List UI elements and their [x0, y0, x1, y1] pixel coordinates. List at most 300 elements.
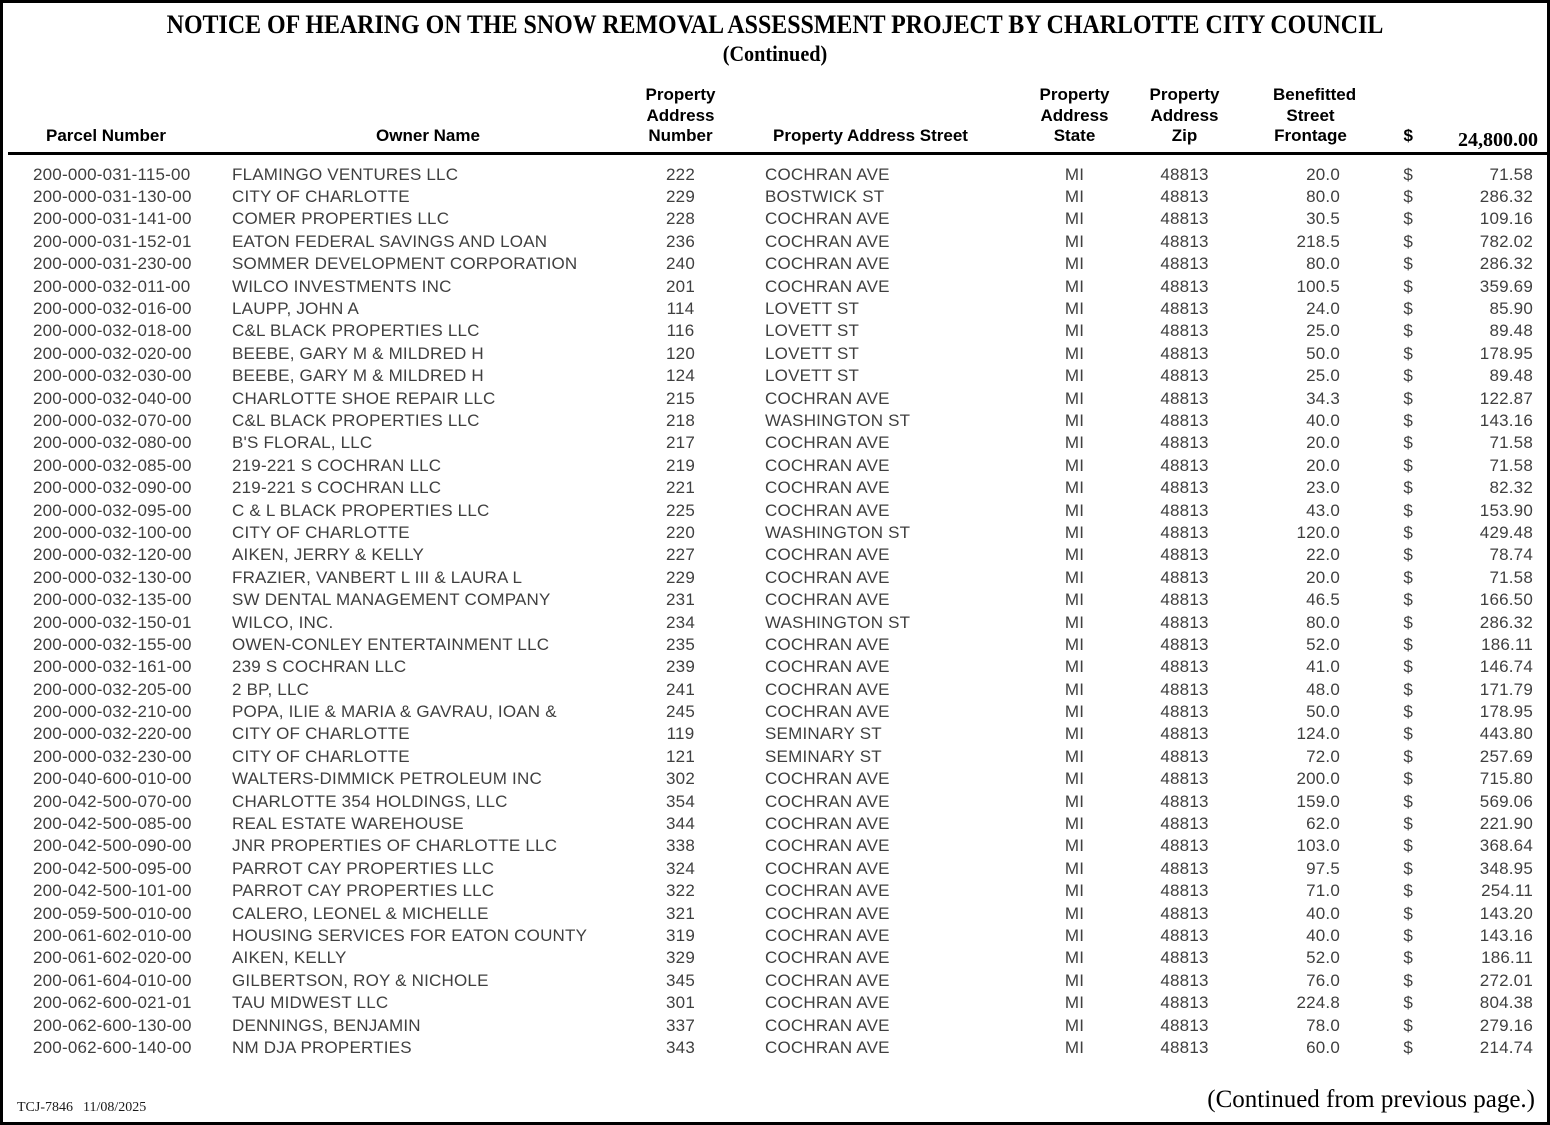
table-row [8, 387, 1548, 409]
owner-name-cell: JNR PROPERTIES OF CHARLOTTE LLC [232, 836, 558, 856]
zip-cell: 48813 [1160, 209, 1209, 229]
zip-cell: 48813 [1160, 970, 1209, 990]
street-cell: COCHRAN AVE [765, 500, 890, 520]
page-title: NOTICE OF HEARING ON THE SNOW REMOVAL ASSESSMENT PROJECT BY CHARLOTTE CITY COUNCIL [166, 10, 1384, 39]
owner-name-cell: PARROT CAY PROPERTIES LLC [232, 858, 495, 878]
zip-cell: 48813 [1160, 164, 1209, 184]
street-cell: SEMINARY ST [765, 724, 882, 744]
address-number-cell: 116 [666, 321, 695, 341]
parcel-number-cell: 200-000-032-018-00 [33, 321, 192, 341]
parcel-number-cell: 200-000-032-135-00 [33, 590, 192, 610]
zip-cell: 48813 [1160, 769, 1209, 789]
frontage-cell: 20.0 [1306, 455, 1340, 475]
zip-cell: 48813 [1160, 657, 1209, 677]
address-number-cell: 220 [666, 522, 695, 542]
zip-cell: 48813 [1160, 881, 1209, 901]
street-cell: COCHRAN AVE [765, 634, 890, 654]
owner-name-cell: C&L BLACK PROPERTIES LLC [232, 321, 480, 341]
col-header-property-address-state: Property Address State [1013, 81, 1136, 154]
state-cell: MI [1064, 925, 1085, 945]
street-cell: LOVETT ST [765, 299, 860, 319]
dollar-sign-cell: $ [1403, 925, 1413, 945]
parcel-number-cell: 200-000-032-080-00 [33, 433, 192, 453]
amount-cell: 146.74 [1479, 657, 1533, 677]
parcel-number-cell: 200-000-032-030-00 [33, 366, 192, 386]
address-number-cell: 215 [666, 388, 695, 408]
owner-name-cell: FRAZIER, VANBERT L III & LAURA L [232, 567, 523, 587]
col-header-dollar-sign: $ [1348, 81, 1421, 154]
address-number-cell: 218 [666, 410, 695, 430]
amount-cell: 286.32 [1479, 187, 1533, 207]
state-cell: MI [1064, 769, 1085, 789]
owner-name-cell: CITY OF CHARLOTTE [232, 724, 410, 744]
address-number-cell: 337 [666, 1015, 695, 1035]
zip-cell: 48813 [1160, 455, 1209, 475]
owner-name-cell: NM DJA PROPERTIES [232, 1037, 412, 1057]
street-cell: COCHRAN AVE [765, 702, 890, 722]
amount-cell: 254.11 [1481, 881, 1533, 901]
amount-cell: 85.90 [1489, 299, 1533, 319]
frontage-cell: 22.0 [1306, 545, 1340, 565]
zip-cell: 48813 [1160, 679, 1209, 699]
frontage-cell: 200.0 [1296, 769, 1340, 789]
frontage-cell: 46.5 [1306, 590, 1340, 610]
table-row [8, 902, 1548, 924]
dollar-sign-cell: $ [1403, 455, 1413, 475]
zip-cell: 48813 [1160, 836, 1209, 856]
zip-cell: 48813 [1160, 366, 1209, 386]
address-number-cell: 321 [666, 903, 695, 923]
state-cell: MI [1064, 321, 1085, 341]
address-number-cell: 344 [666, 814, 695, 834]
state-cell: MI [1064, 388, 1085, 408]
owner-name-cell: 219-221 S COCHRAN LLC [232, 478, 442, 498]
parcel-number-cell: 200-000-032-230-00 [33, 746, 192, 766]
parcel-number-cell: 200-000-031-115-00 [33, 164, 191, 184]
frontage-cell: 40.0 [1306, 925, 1340, 945]
address-number-cell: 120 [666, 343, 695, 363]
parcel-number-cell: 200-000-031-152-01 [33, 231, 192, 251]
amount-cell: 257.69 [1479, 746, 1533, 766]
street-cell: COCHRAN AVE [765, 1015, 890, 1035]
zip-cell: 48813 [1160, 925, 1209, 945]
state-cell: MI [1064, 1037, 1085, 1057]
address-number-cell: 121 [666, 746, 695, 766]
amount-cell: 359.69 [1479, 276, 1533, 296]
amount-cell: 71.58 [1489, 164, 1533, 184]
amount-cell: 569.06 [1479, 791, 1533, 811]
street-cell: COCHRAN AVE [765, 433, 890, 453]
dollar-sign-cell: $ [1403, 657, 1413, 677]
amount-cell: 71.58 [1489, 433, 1533, 453]
frontage-cell: 120.0 [1296, 522, 1340, 542]
zip-cell: 48813 [1160, 634, 1209, 654]
owner-name-cell: WILCO, INC. [232, 612, 334, 632]
parcel-number-cell: 200-062-600-140-00 [33, 1037, 192, 1057]
state-cell: MI [1064, 657, 1085, 677]
frontage-cell: 76.0 [1306, 970, 1340, 990]
table-row [8, 611, 1548, 633]
street-cell: WASHINGTON ST [765, 612, 911, 632]
zip-cell: 48813 [1160, 724, 1209, 744]
dollar-sign-cell: $ [1403, 903, 1413, 923]
table-row [8, 409, 1548, 431]
dollar-sign-cell: $ [1403, 746, 1413, 766]
state-cell: MI [1064, 164, 1085, 184]
street-cell: COCHRAN AVE [765, 858, 890, 878]
zip-cell: 48813 [1160, 791, 1209, 811]
state-cell: MI [1064, 679, 1085, 699]
address-number-cell: 240 [666, 254, 695, 274]
dollar-sign-cell: $ [1403, 299, 1413, 319]
street-cell: COCHRAN AVE [765, 903, 890, 923]
frontage-cell: 97.5 [1306, 858, 1340, 878]
zip-cell: 48813 [1160, 746, 1209, 766]
parcel-number-cell: 200-000-032-011-00 [33, 276, 191, 296]
dollar-sign-cell: $ [1403, 836, 1413, 856]
street-cell: COCHRAN AVE [765, 455, 890, 475]
table-row [8, 253, 1548, 275]
zip-cell: 48813 [1160, 433, 1209, 453]
address-number-cell: 235 [666, 634, 695, 654]
parcel-number-cell: 200-000-031-141-00 [33, 209, 192, 229]
owner-name-cell: 239 S COCHRAN LLC [232, 657, 407, 677]
parcel-number-cell: 200-042-500-085-00 [33, 814, 192, 834]
continued-note: (Continued from previous page.) [1207, 1086, 1535, 1113]
state-cell: MI [1064, 187, 1085, 207]
parcel-number-cell: 200-000-032-150-01 [33, 612, 192, 632]
owner-name-cell: POPA, ILIE & MARIA & GAVRAU, IOAN & [232, 702, 557, 722]
address-number-cell: 338 [666, 836, 695, 856]
zip-cell: 48813 [1160, 903, 1209, 923]
zip-cell: 48813 [1160, 187, 1209, 207]
address-number-cell: 239 [666, 657, 695, 677]
state-cell: MI [1064, 455, 1085, 475]
table-row [8, 454, 1548, 476]
address-number-cell: 119 [666, 724, 695, 744]
table-row [8, 790, 1548, 812]
owner-name-cell: OWEN-CONLEY ENTERTAINMENT LLC [232, 634, 550, 654]
table-row [8, 499, 1548, 521]
amount-cell: 143.16 [1479, 410, 1533, 430]
parcel-number-cell: 200-000-031-230-00 [33, 254, 192, 274]
owner-name-cell: 219-221 S COCHRAN LLC [232, 455, 442, 475]
table-row [8, 991, 1548, 1013]
parcel-number-cell: 200-000-032-085-00 [33, 455, 192, 475]
dollar-sign-cell: $ [1403, 814, 1413, 834]
owner-name-cell: REAL ESTATE WAREHOUSE [232, 814, 464, 834]
table-row [8, 521, 1548, 543]
owner-name-cell: CALERO, LEONEL & MICHELLE [232, 903, 489, 923]
table-row [8, 656, 1548, 678]
owner-name-cell: GILBERTSON, ROY & NICHOLE [232, 970, 489, 990]
frontage-cell: 52.0 [1306, 634, 1340, 654]
col-header-property-address-number: Property Address Number [628, 81, 733, 154]
frontage-cell: 218.5 [1296, 231, 1340, 251]
street-cell: COCHRAN AVE [765, 567, 890, 587]
address-number-cell: 301 [666, 993, 695, 1013]
dollar-sign-cell: $ [1403, 634, 1413, 654]
dollar-sign-cell: $ [1403, 321, 1413, 341]
address-number-cell: 228 [666, 209, 695, 229]
table-row [8, 745, 1548, 767]
street-cell: COCHRAN AVE [765, 791, 890, 811]
table-row [8, 297, 1548, 319]
table-body [8, 154, 1548, 1059]
state-cell: MI [1064, 858, 1085, 878]
table-row [8, 1036, 1548, 1058]
frontage-cell: 40.0 [1306, 410, 1340, 430]
dollar-sign-cell: $ [1403, 478, 1413, 498]
street-cell: COCHRAN AVE [765, 993, 890, 1013]
col-header-owner-name: Owner Name [228, 81, 628, 154]
amount-cell: 804.38 [1479, 993, 1533, 1013]
owner-name-cell: 2 BP, LLC [232, 679, 310, 699]
owner-name-cell: C & L BLACK PROPERTIES LLC [232, 500, 490, 520]
street-cell: COCHRAN AVE [765, 925, 890, 945]
street-cell: COCHRAN AVE [765, 209, 890, 229]
owner-name-cell: C&L BLACK PROPERTIES LLC [232, 410, 480, 430]
parcel-number-cell: 200-000-032-070-00 [33, 410, 192, 430]
dollar-sign-cell: $ [1403, 388, 1413, 408]
parcel-number-cell: 200-059-500-010-00 [33, 903, 192, 923]
table-row [8, 700, 1548, 722]
parcel-number-cell: 200-042-500-101-00 [33, 881, 192, 901]
amount-cell: 166.50 [1479, 590, 1533, 610]
state-cell: MI [1064, 993, 1085, 1013]
address-number-cell: 245 [666, 702, 695, 722]
amount-cell: 429.48 [1479, 522, 1533, 542]
state-cell: MI [1064, 791, 1085, 811]
state-cell: MI [1064, 254, 1085, 274]
amount-cell: 78.74 [1489, 545, 1533, 565]
street-cell: COCHRAN AVE [765, 478, 890, 498]
table-row [8, 857, 1548, 879]
frontage-cell: 71.0 [1306, 881, 1340, 901]
zip-cell: 48813 [1160, 299, 1209, 319]
parcel-number-cell: 200-000-032-090-00 [33, 478, 192, 498]
frontage-cell: 20.0 [1306, 164, 1340, 184]
state-cell: MI [1064, 209, 1085, 229]
zip-cell: 48813 [1160, 590, 1209, 610]
table-header-row [8, 81, 1548, 154]
assessment-table [8, 81, 1548, 1059]
dollar-sign-cell: $ [1403, 343, 1413, 363]
owner-name-cell: LAUPP, JOHN A [232, 299, 360, 319]
table-row [8, 723, 1548, 745]
owner-name-cell: SW DENTAL MANAGEMENT COMPANY [232, 590, 551, 610]
amount-cell: 71.58 [1489, 455, 1533, 475]
address-number-cell: 319 [666, 925, 695, 945]
owner-name-cell: AIKEN, JERRY & KELLY [232, 545, 425, 565]
street-cell: COCHRAN AVE [765, 590, 890, 610]
dollar-sign-cell: $ [1403, 164, 1413, 184]
zip-cell: 48813 [1160, 545, 1209, 565]
owner-name-cell: PARROT CAY PROPERTIES LLC [232, 881, 495, 901]
address-number-cell: 217 [666, 433, 695, 453]
street-cell: COCHRAN AVE [765, 769, 890, 789]
street-cell: COCHRAN AVE [765, 814, 890, 834]
notice-date: 11/08/2025 [83, 1100, 147, 1115]
state-cell: MI [1064, 590, 1085, 610]
parcel-number-cell: 200-061-602-020-00 [33, 948, 192, 968]
parcel-number-cell: 200-000-032-205-00 [33, 679, 192, 699]
state-cell: MI [1064, 612, 1085, 632]
parcel-number-cell: 200-062-600-021-01 [33, 993, 192, 1013]
address-number-cell: 324 [666, 858, 695, 878]
state-cell: MI [1064, 231, 1085, 251]
frontage-cell: 43.0 [1306, 500, 1340, 520]
table-row [8, 320, 1548, 342]
amount-cell: 143.16 [1479, 925, 1533, 945]
address-number-cell: 227 [666, 545, 695, 565]
dollar-sign-cell: $ [1403, 612, 1413, 632]
parcel-number-cell: 200-000-032-161-00 [33, 657, 192, 677]
owner-name-cell: COMER PROPERTIES LLC [232, 209, 450, 229]
col-header-total-amount: 24,800.00 [1421, 81, 1548, 154]
table-row [8, 924, 1548, 946]
parcel-number-cell: 200-062-600-130-00 [33, 1015, 192, 1035]
amount-cell: 286.32 [1479, 254, 1533, 274]
zip-cell: 48813 [1160, 1015, 1209, 1035]
table-row [8, 588, 1548, 610]
dollar-sign-cell: $ [1403, 858, 1413, 878]
zip-cell: 48813 [1160, 1037, 1209, 1057]
table-row [8, 365, 1548, 387]
amount-cell: 71.58 [1489, 567, 1533, 587]
parcel-number-cell: 200-000-031-130-00 [33, 187, 192, 207]
owner-name-cell: BEEBE, GARY M & MILDRED H [232, 366, 484, 386]
frontage-cell: 60.0 [1306, 1037, 1340, 1057]
state-cell: MI [1064, 478, 1085, 498]
frontage-cell: 72.0 [1306, 746, 1340, 766]
state-cell: MI [1064, 567, 1085, 587]
address-number-cell: 354 [666, 791, 695, 811]
dollar-sign-cell: $ [1403, 187, 1413, 207]
owner-name-cell: CHARLOTTE SHOE REPAIR LLC [232, 388, 496, 408]
frontage-cell: 50.0 [1306, 702, 1340, 722]
zip-cell: 48813 [1160, 254, 1209, 274]
owner-name-cell: EATON FEDERAL SAVINGS AND LOAN [232, 231, 548, 251]
frontage-cell: 124.0 [1296, 724, 1340, 744]
street-cell: LOVETT ST [765, 366, 860, 386]
state-cell: MI [1064, 366, 1085, 386]
frontage-cell: 80.0 [1306, 254, 1340, 274]
table-row [8, 768, 1548, 790]
state-cell: MI [1064, 970, 1085, 990]
frontage-cell: 24.0 [1306, 299, 1340, 319]
amount-cell: 89.48 [1489, 366, 1533, 386]
frontage-cell: 52.0 [1306, 948, 1340, 968]
frontage-cell: 23.0 [1306, 478, 1340, 498]
parcel-number-cell: 200-000-032-040-00 [33, 388, 192, 408]
amount-cell: 368.64 [1479, 836, 1533, 856]
owner-name-cell: WILCO INVESTMENTS INC [232, 276, 452, 296]
frontage-cell: 40.0 [1306, 903, 1340, 923]
col-header-property-address-zip: Property Address Zip [1136, 81, 1233, 154]
dollar-sign-cell: $ [1403, 791, 1413, 811]
dollar-sign-cell: $ [1403, 1037, 1413, 1057]
table-row [8, 208, 1548, 230]
frontage-cell: 78.0 [1306, 1015, 1340, 1035]
owner-name-cell: FLAMINGO VENTURES LLC [232, 164, 459, 184]
street-cell: LOVETT ST [765, 343, 860, 363]
amount-cell: 171.79 [1479, 679, 1533, 699]
frontage-cell: 20.0 [1306, 567, 1340, 587]
table-row [8, 566, 1548, 588]
amount-cell: 286.32 [1479, 612, 1533, 632]
address-number-cell: 219 [666, 455, 695, 475]
dollar-sign-cell: $ [1403, 948, 1413, 968]
notice-code: TCJ-7846 [17, 1100, 73, 1115]
address-number-cell: 343 [666, 1037, 695, 1057]
address-number-cell: 236 [666, 231, 695, 251]
address-number-cell: 231 [666, 590, 695, 610]
amount-cell: 214.74 [1479, 1037, 1533, 1057]
parcel-number-cell: 200-061-604-010-00 [33, 970, 192, 990]
amount-cell: 443.80 [1479, 724, 1533, 744]
table-row [8, 476, 1548, 498]
dollar-sign-cell: $ [1403, 702, 1413, 722]
address-number-cell: 329 [666, 948, 695, 968]
street-cell: COCHRAN AVE [765, 970, 890, 990]
street-cell: COCHRAN AVE [765, 231, 890, 251]
state-cell: MI [1064, 836, 1085, 856]
zip-cell: 48813 [1160, 410, 1209, 430]
table-row [8, 342, 1548, 364]
frontage-cell: 30.5 [1306, 209, 1340, 229]
page-subtitle: (Continued) [722, 41, 828, 66]
parcel-number-cell: 200-042-500-095-00 [33, 858, 192, 878]
state-cell: MI [1064, 433, 1085, 453]
address-number-cell: 302 [666, 769, 695, 789]
dollar-sign-cell: $ [1403, 993, 1413, 1013]
street-cell: COCHRAN AVE [765, 679, 890, 699]
parcel-number-cell: 200-061-602-010-00 [33, 925, 192, 945]
parcel-number-cell: 200-000-032-120-00 [33, 545, 192, 565]
zip-cell: 48813 [1160, 567, 1209, 587]
owner-name-cell: CITY OF CHARLOTTE [232, 187, 410, 207]
table-row [8, 633, 1548, 655]
zip-cell: 48813 [1160, 231, 1209, 251]
table-row [8, 544, 1548, 566]
street-cell: COCHRAN AVE [765, 1037, 890, 1057]
amount-cell: 186.11 [1481, 634, 1533, 654]
frontage-cell: 224.8 [1296, 993, 1340, 1013]
zip-cell: 48813 [1160, 478, 1209, 498]
frontage-cell: 48.0 [1306, 679, 1340, 699]
street-cell: BOSTWICK ST [765, 187, 885, 207]
parcel-number-cell: 200-000-032-020-00 [33, 343, 192, 363]
zip-cell: 48813 [1160, 343, 1209, 363]
address-number-cell: 322 [666, 881, 695, 901]
owner-name-cell: B'S FLORAL, LLC [232, 433, 373, 453]
owner-name-cell: TAU MIDWEST LLC [232, 993, 389, 1013]
col-header-property-address-street: Property Address Street [733, 81, 1013, 154]
state-cell: MI [1064, 545, 1085, 565]
dollar-sign-cell: $ [1403, 724, 1413, 744]
street-cell: LOVETT ST [765, 321, 860, 341]
parcel-number-cell: 200-000-032-210-00 [33, 702, 192, 722]
state-cell: MI [1064, 500, 1085, 520]
address-number-cell: 221 [666, 478, 695, 498]
parcel-number-cell: 200-000-032-095-00 [33, 500, 192, 520]
amount-cell: 782.02 [1479, 231, 1533, 251]
table-row [8, 678, 1548, 700]
frontage-cell: 103.0 [1296, 836, 1340, 856]
state-cell: MI [1064, 1015, 1085, 1035]
street-cell: COCHRAN AVE [765, 836, 890, 856]
